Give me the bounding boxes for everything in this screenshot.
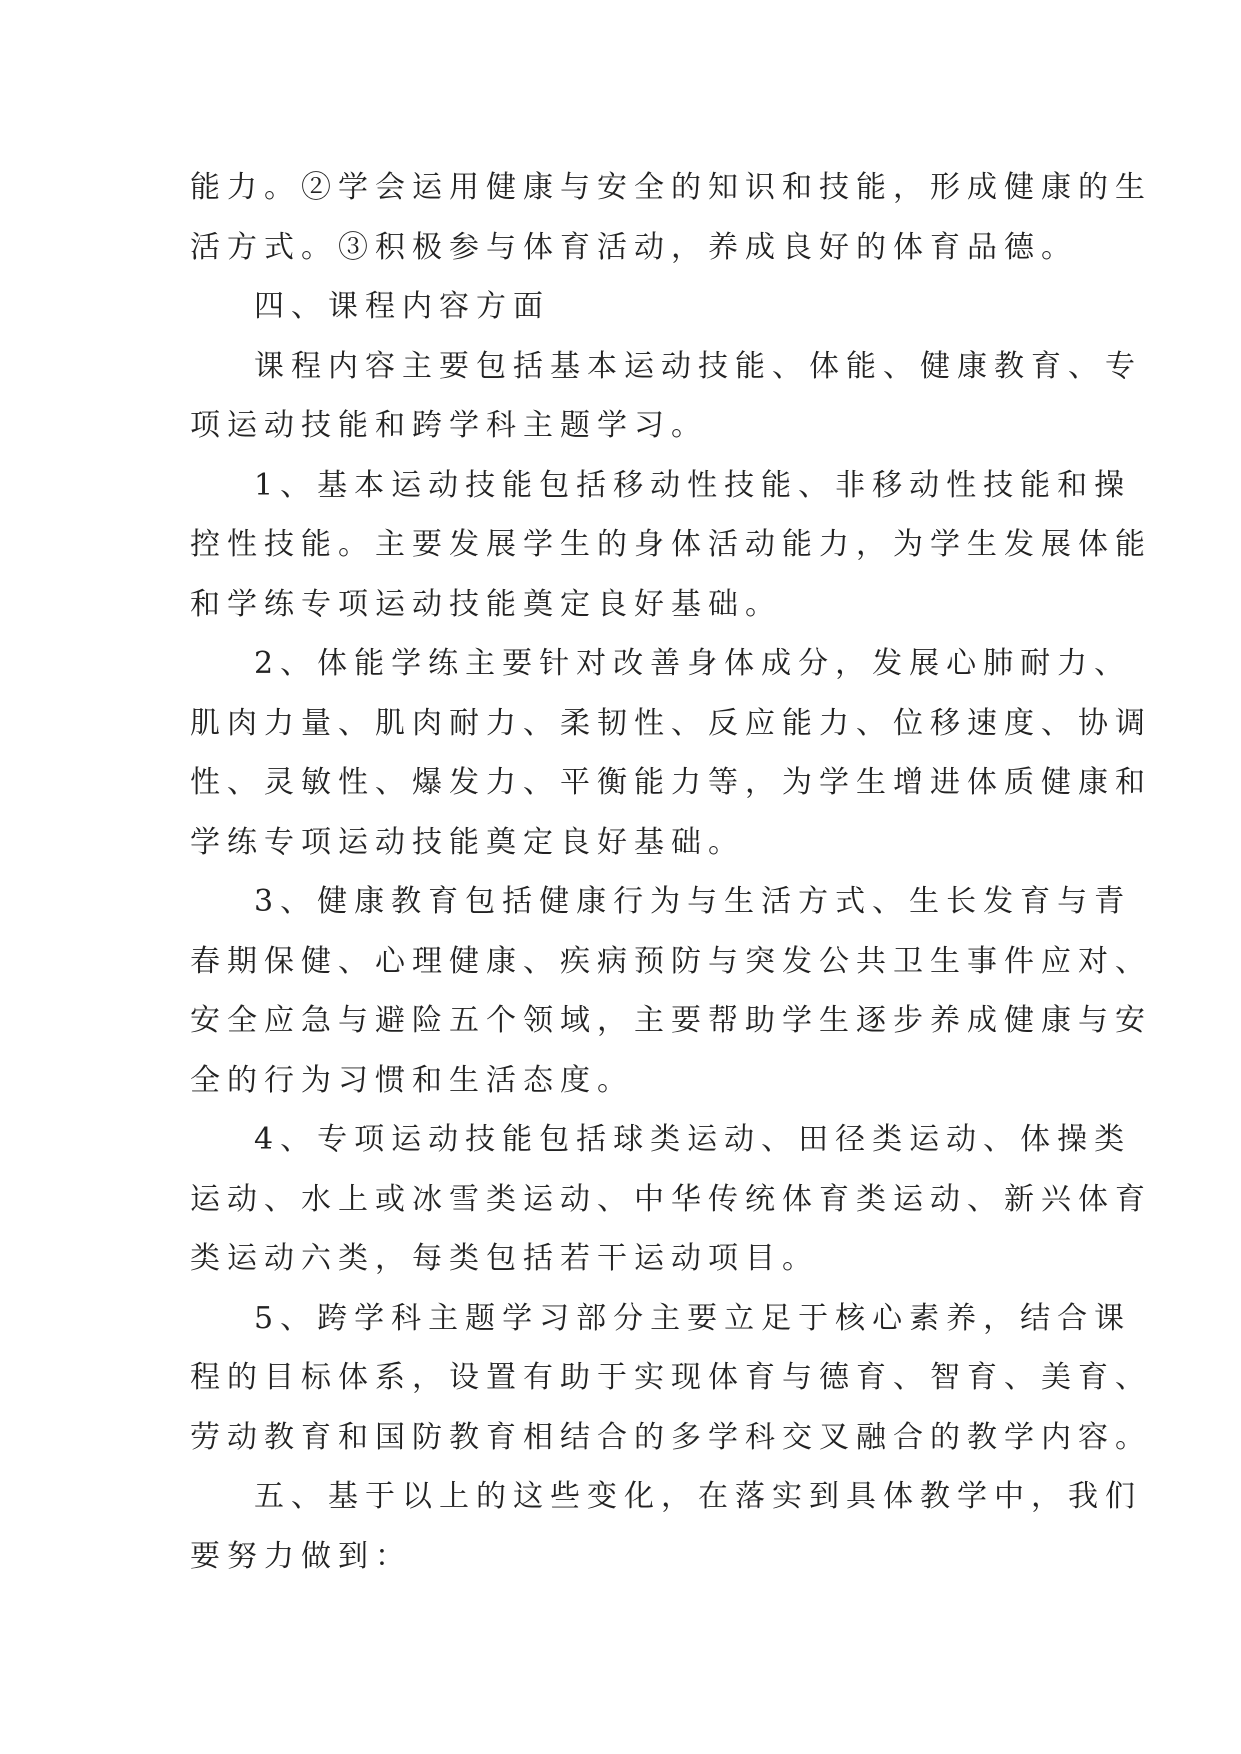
text-line: 学练专项运动技能奠定良好基础。 bbox=[190, 824, 745, 860]
text-line: 劳动教育和国防教育相结合的多学科交叉融合的教学内容。 bbox=[190, 1419, 1152, 1455]
text-line: 2、体能学练主要针对改善身体成分，发展心肺耐力、 bbox=[254, 646, 1132, 681]
text-line: 全的行为习惯和生活态度。 bbox=[190, 1062, 634, 1098]
text-line: 5、跨学科主题学习部分主要立足于核心素养，结合课 bbox=[254, 1300, 1132, 1336]
text-line: 春期保健、心理健康、疾病预防与突发公共卫生事件应对、 bbox=[190, 943, 1152, 979]
text-line: 活方式。③积极参与体育活动，养成良好的体育品德。 bbox=[190, 229, 1078, 265]
text-line: 运动、水上或冰雪类运动、中华传统体育类运动、新兴体育 bbox=[190, 1181, 1152, 1217]
text-line: 4、专项运动技能包括球类运动、田径类运动、体操类 bbox=[254, 1122, 1132, 1157]
text-line: 程的目标体系，设置有助于实现体育与德育、智育、美育、 bbox=[190, 1360, 1152, 1395]
text-line: 1、基本运动技能包括移动性技能、非移动性技能和操 bbox=[254, 467, 1132, 503]
text-line: 控性技能。主要发展学生的身体活动能力，为学生发展体能 bbox=[190, 527, 1152, 562]
text-line: 能力。②学会运用健康与安全的知识和技能，形成健康的生 bbox=[190, 170, 1152, 205]
text-line: 要努力做到： bbox=[190, 1538, 412, 1574]
section-heading: 四、课程内容方面 bbox=[254, 289, 550, 324]
text-line: 项运动技能和跨学科主题学习。 bbox=[190, 408, 708, 443]
text-line: 课程内容主要包括基本运动技能、体能、健康教育、专 bbox=[254, 348, 1142, 384]
document-body bbox=[190, 158, 1152, 1586]
text-line: 性、灵敏性、爆发力、平衡能力等，为学生增进体质健康和 bbox=[190, 765, 1152, 800]
section-heading: 五、基于以上的这些变化，在落实到具体教学中，我们 bbox=[254, 1479, 1142, 1514]
text-line: 类运动六类，每类包括若干运动项目。 bbox=[190, 1241, 819, 1276]
text-line: 和学练专项运动技能奠定良好基础。 bbox=[190, 586, 782, 622]
text-line: 安全应急与避险五个领域，主要帮助学生逐步养成健康与安 bbox=[190, 1003, 1152, 1038]
text-line: 肌肉力量、肌肉耐力、柔韧性、反应能力、位移速度、协调 bbox=[190, 705, 1152, 741]
text-line: 3、健康教育包括健康行为与生活方式、生长发育与青 bbox=[254, 884, 1132, 919]
